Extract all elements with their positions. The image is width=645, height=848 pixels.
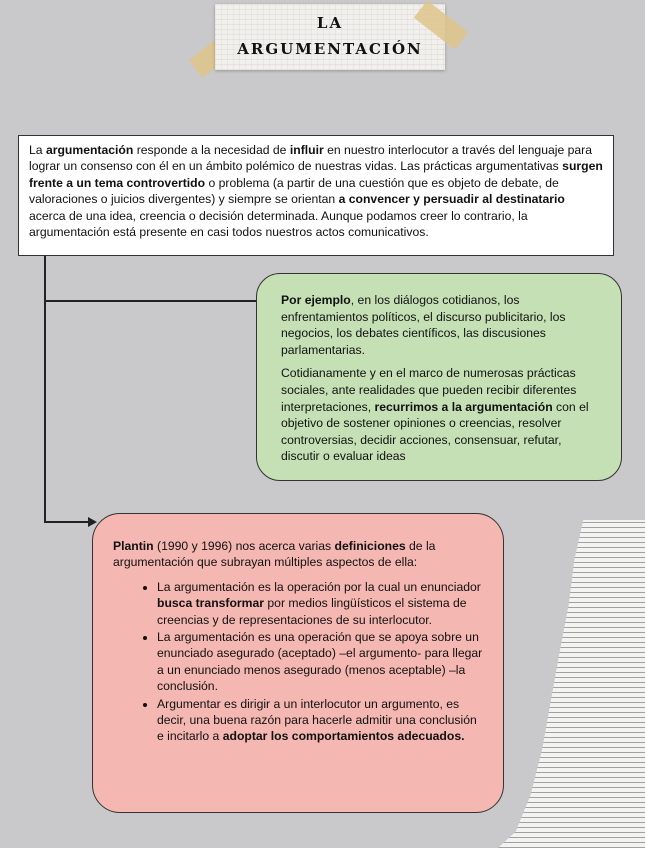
intro-text: o problema (a partir de una cuestión que es objeto de debate, de valoraciones o juicios divergentes) y siempre se orientan	[29, 175, 559, 207]
connector-line	[44, 256, 46, 522]
list-item	[157, 629, 485, 695]
intro-bold: influir	[289, 143, 324, 157]
practices-paragraph	[281, 365, 597, 465]
list-item-bold: adoptar los comportamientos adecuados.	[222, 729, 465, 744]
practices-text: con el objetivo de sostener opiniones o creencias, resolver controversias, decidir acciones, consensuar, refutar, discutir o evaluar ideas	[281, 399, 589, 464]
newspaper-scrap-image	[498, 520, 645, 848]
examples-paragraph	[281, 292, 597, 358]
list-item-text: La argumentación es una operación que se apoya sobre un enunciado asegurado (aceptado) –el argumento- para llegar a un enunciado menos asegurado (menos aceptable) –la conclusión.	[157, 630, 483, 694]
definitions-bold: definiciones	[334, 539, 406, 553]
intro-bold: surgen frente a un tema controvertido	[29, 159, 603, 190]
definitions-text: de la argumentación que subrayan múltiples aspectos de ella:	[113, 539, 436, 570]
intro-text: La	[29, 143, 46, 157]
list-item-text: La argumentación es la operación por la cual un enunciador	[157, 579, 481, 594]
examples-bold: Por ejemplo	[281, 293, 351, 307]
list-item	[157, 696, 485, 745]
list-item	[157, 579, 485, 628]
intro-text: acerca de una idea, creencia o decisión determinada. Aunque podamos creer lo contrario, la argumentación está presente en casi todos nuestros actos comunicativos.	[29, 208, 528, 240]
intro-text: responde a la necesidad de	[133, 143, 290, 157]
intro-box	[18, 135, 614, 256]
definitions-box	[92, 513, 504, 813]
examples-text: , en los diálogos cotidianos, los enfrentamientos políticos, el discurso publicitario, los negocios, los debates científicos, las discusiones parlamentarias.	[281, 293, 566, 357]
page-title-line-1: LA	[316, 14, 344, 32]
list-item-text: Argumentar es dirigir a un interlocutor un argumento, es decir, una buena razón para hacerle admitir una conclusión e incitarlo a	[157, 696, 477, 744]
definitions-intro	[113, 538, 485, 571]
connector-line	[44, 521, 90, 523]
definitions-bold: Plantin	[113, 539, 154, 553]
title-card	[215, 4, 445, 70]
definitions-text: (1990 y 1996) nos acerca varias	[153, 539, 335, 553]
intro-text: en nuestro interlocutor a través del lenguaje para lograr un consenso con él en un ámbito polémico de nuestras vidas. Las prácticas argumentativas	[29, 143, 593, 174]
list-item-text: por medios lingüísticos el sistema de creencias y de representaciones de su interlocutor.	[157, 596, 467, 627]
list-item-bold: busca transformar	[157, 596, 265, 611]
definitions-list	[113, 579, 485, 745]
intro-bold: a convencer y persuadir al destinatario	[338, 192, 565, 207]
practices-bold: recurrimos a la argumentación	[374, 399, 553, 414]
examples-box	[256, 273, 622, 481]
connector-line	[44, 300, 258, 302]
page-title-line-2: ARGUMENTACIÓN	[237, 40, 423, 58]
intro-bold: argumentación	[45, 143, 134, 157]
practices-text: Cotidianamente y en el marco de numerosas prácticas sociales, ante realidades que pueden recibir diferentes interpretaciones,	[281, 366, 577, 414]
